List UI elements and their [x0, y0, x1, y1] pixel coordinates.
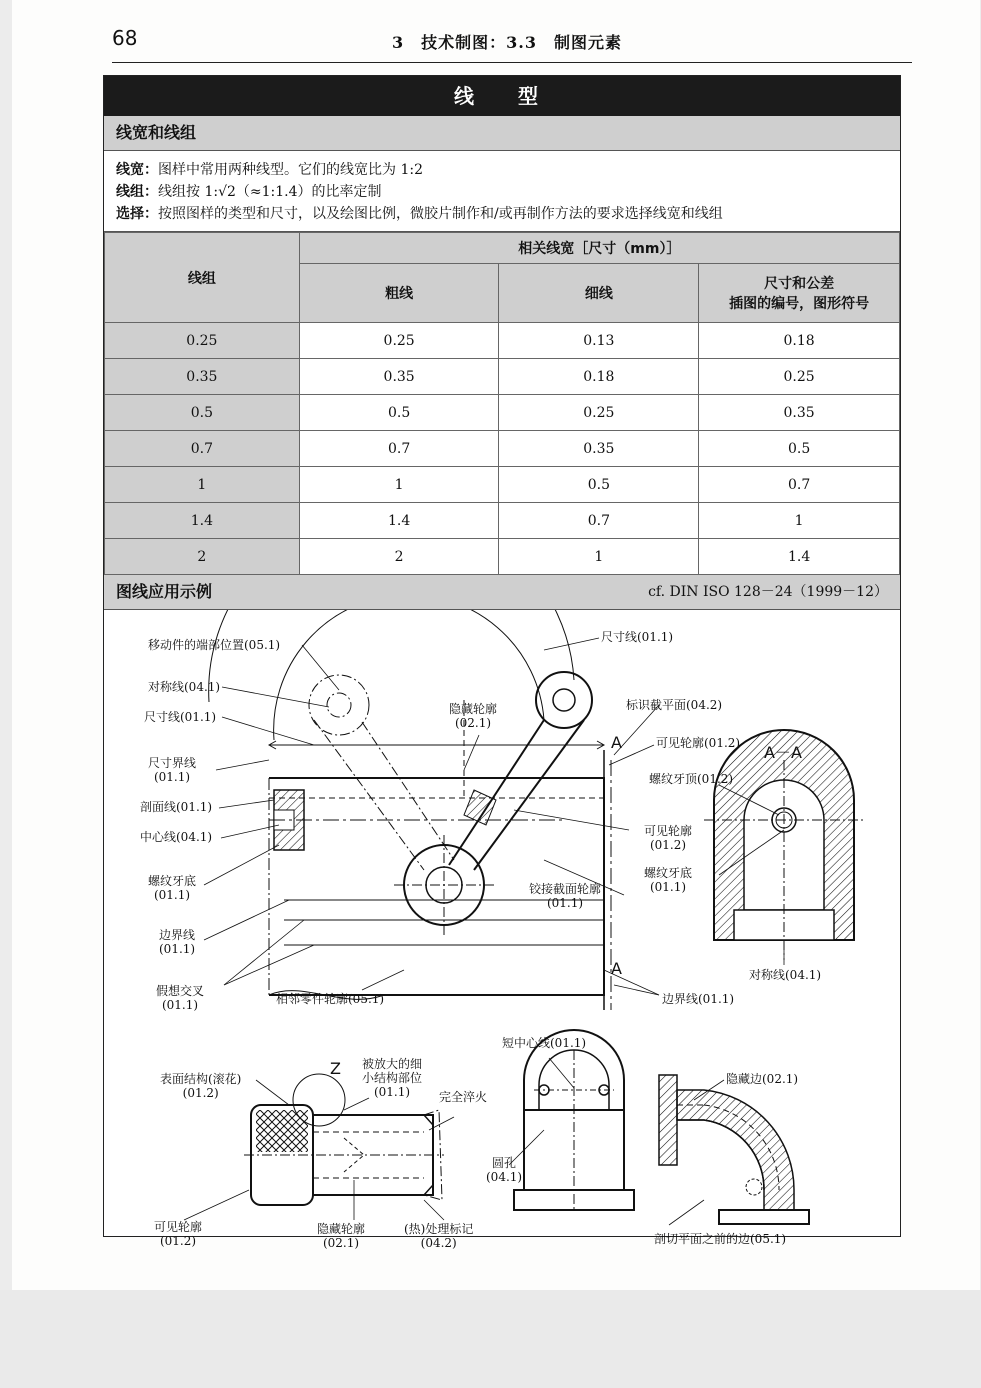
label-edge-before-cutting-plane: 剖切平面之前的边(05.1)	[654, 1232, 787, 1246]
elbow-section-view	[659, 1075, 809, 1224]
label-hidden-outline-2: 隐藏轮廓 (02.1)	[317, 1222, 366, 1250]
table-row: 0.35 0.35 0.18 0.25	[105, 359, 900, 395]
label-thread-crest: 螺纹牙顶(01.2)	[649, 772, 734, 786]
label-surface-texture-knurl: 表面结构(滚花) (01.2)	[160, 1072, 242, 1100]
chapter-title: 3 技术制图：3.3 制图元素	[392, 33, 622, 52]
label-section-a-bottom: A	[611, 959, 622, 978]
label-enlarged-detail: 被放大的细 小结构部位 (01.1)	[362, 1057, 423, 1099]
label-imaginary-intersection: 假想交叉 (01.1)	[156, 984, 205, 1012]
table-row: 2 2 1 1.4	[105, 539, 900, 575]
label-visible-outline-3: 可见轮廓 (01.2)	[154, 1220, 203, 1248]
table-row: 1 1 0.5 0.7	[105, 467, 900, 503]
label-symmetry-line: 对称线(04.1)	[148, 680, 221, 694]
table-row: 0.5 0.5 0.25 0.35	[105, 395, 900, 431]
label-dimension-line-2: 尺寸线(01.1)	[144, 710, 217, 724]
label-hidden-outline: 隐藏轮廓 (02.1)	[449, 702, 498, 730]
section-title-line-examples	[104, 575, 900, 610]
label-heat-treatment-mark: (热)处理标记 (04.2)	[404, 1222, 474, 1250]
label-detail-z: Z	[330, 1059, 341, 1078]
label-hidden-edge: 隐藏边(02.1)	[726, 1072, 799, 1086]
label-boundary-line: 边界线 (01.1)	[159, 928, 196, 956]
label-hatching-line: 剖面线(01.1)	[140, 800, 213, 814]
line-width-table	[104, 232, 900, 575]
section-title-text: 图线应用示例	[116, 582, 213, 601]
label-center-line: 中心线(04.1)	[140, 830, 213, 844]
label-cutting-plane-mark: 标识截平面(04.2)	[626, 698, 723, 712]
page-number: 68	[112, 26, 138, 50]
label-section-a-a: A－A	[764, 743, 802, 762]
table-row: 1.4 1.4 0.7 1	[105, 503, 900, 539]
label-visible-outline-2: 可见轮廓 (01.2)	[644, 824, 693, 852]
col-header-line-group: 线组	[105, 233, 300, 323]
label-section-a-top: A	[611, 733, 622, 752]
label-fully-hardened: 完全淬火	[439, 1090, 488, 1104]
label-short-center-line: 短中心线(01.1)	[502, 1036, 587, 1050]
content-frame	[103, 75, 901, 1250]
standard-reference: cf. DIN ISO 128－24（1999－12）	[648, 584, 888, 600]
bottom-margin	[0, 1290, 981, 1388]
label-revolved-section-outline: 铰接截面轮廓 (01.1)	[529, 882, 602, 910]
section-a-a	[704, 730, 864, 960]
table-row: 0.7 0.7 0.35 0.5	[105, 431, 900, 467]
col-header-related-widths: 相关线宽［尺寸（mm）］	[299, 233, 899, 264]
main-title: 线 型	[104, 76, 900, 116]
section-title-text: 线宽和线组	[116, 123, 197, 142]
col-header-dimension: 尺寸和公差 插图的编号，图形符号	[699, 264, 900, 323]
label-boundary-line-2: 边界线(01.1)	[662, 992, 735, 1006]
line-application-diagram	[104, 610, 900, 1256]
label-extension-line: 尺寸界线 (01.1)	[148, 756, 197, 784]
label-symmetry-line-2: 对称线(04.1)	[749, 968, 822, 982]
pipe-housing-view	[514, 1030, 634, 1210]
table-row: 0.25 0.25 0.13 0.18	[105, 323, 900, 359]
housing-view	[269, 741, 611, 1010]
label-thread-root-2: 螺纹牙底 (01.1)	[644, 866, 693, 894]
label-adjacent-part-outline: 相邻零件轮廓(05.1)	[276, 992, 385, 1006]
intro-selection: 选择：按照图样的类型和尺寸，以及绘图比例，微胶片制作和/或再制作方法的要求选择线宽和线组	[116, 206, 723, 222]
label-round-hole: 圆孔 (04.1)	[486, 1156, 523, 1184]
col-header-thick: 粗线	[299, 264, 499, 323]
intro-line-width: 线宽：图样中常用两种线型。它们的线宽比为 1:2	[116, 162, 423, 178]
intro-line-group: 线组：线组按 1:√2（≈1:1.4）的比率定制	[116, 184, 382, 200]
intro-text	[104, 151, 900, 232]
section-title-line-width	[104, 116, 900, 151]
label-moving-part-end-position: 移动件的端部位置(05.1)	[148, 638, 281, 652]
page-header	[112, 22, 912, 63]
col-header-thin: 细线	[499, 264, 699, 323]
label-visible-outline: 可见轮廓(01.2)	[656, 736, 741, 750]
label-thread-root: 螺纹牙底 (01.1)	[148, 874, 197, 902]
label-dimension-line: 尺寸线(01.1)	[601, 630, 674, 644]
